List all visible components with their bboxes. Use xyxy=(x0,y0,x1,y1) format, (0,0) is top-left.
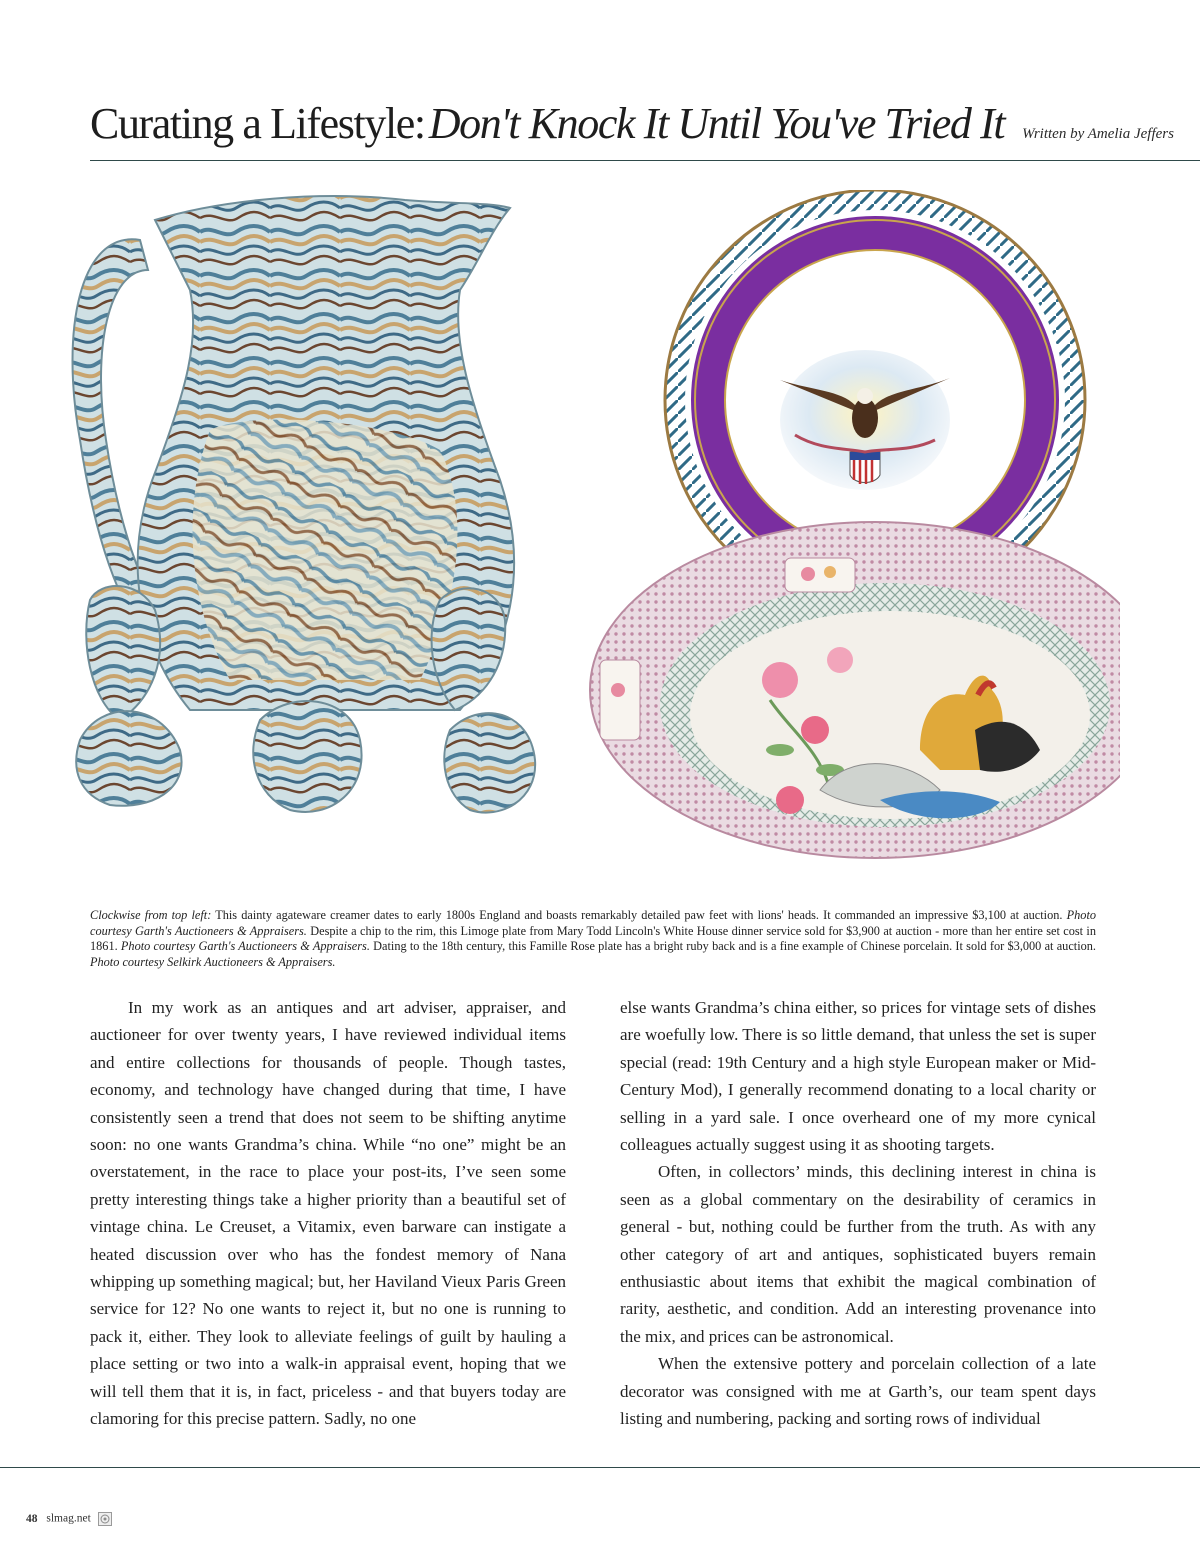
caption-credit-creamer: Photo courtesy Garth's Auctioneers & Appraisers. xyxy=(90,908,1097,938)
magazine-logo-icon xyxy=(98,1512,112,1526)
footer-rule xyxy=(0,1467,1200,1468)
article-subtitle: Don't Knock It Until You've Tried It xyxy=(428,99,1005,148)
body-paragraph: In my work as an antiques and art adviser, appraiser, and auctioneer for over twenty years, I have reviewed individual items and entire collections for thousands of people. Though tastes, economy, and technology have changed during that time, I have consistently seen a trend that does not seem to be shifting anytime soon: no one wants Grandma’s china. While “no one” might be an overstatement, in the race to place your post-its, I’ve seen some pretty interesting things take a higher priority than a beautiful set of vintage china. Le Creuset, a Vitamix, even barware can instigate a heated discussion over who has the fondest memory of Nana whipping up something magical; but, her Haviland Vieux Paris Green service for 12? No one wants to reject it, but no one is running to pack it, either. They look to alleviate feelings of guilt by hauling a place setting or two into a walk-in appraisal event, hoping that we will tell them that it is, in fact, priceless - and that buyers today are clamoring for this precise pattern. Sadly, no one xyxy=(90,998,566,1429)
plates-image xyxy=(580,190,1120,880)
body-column-right xyxy=(620,994,1096,1433)
caption-text-limoge: Despite a chip to the rim, this Limoge plate from Mary Todd Lincoln's White House dinner service sold for $3,900 at auction - more than her entire set cost in 1861. xyxy=(90,923,1096,953)
photo-caption xyxy=(90,908,1096,970)
caption-text-creamer: This dainty agateware creamer dates to early 1800s England and boasts remarkably detailed paw feet with lions' heads. It commanded an impressive $3,100 at auction. xyxy=(211,908,1067,922)
site-url: slmag.net xyxy=(46,1512,91,1525)
header-rule xyxy=(90,160,1200,161)
byline: Written by Amelia Jeffers xyxy=(1022,126,1174,142)
page-footer xyxy=(26,1512,112,1526)
agateware-creamer-image xyxy=(60,180,560,860)
body-paragraph: Often, in collectors’ minds, this declining interest in china is seen as a global commentary on the desirability of ceramics in general - but, nothing could be further from the truth. As with any other category of art and antiques, sophisticated buyers remain enthusiastic about items that exhibit the magical combination of rarity, aesthetic, and condition. Add an interesting provenance into the mix, and prices can be astronomical. xyxy=(620,1162,1096,1346)
body-paragraph: When the extensive pottery and porcelain collection of a late decorator was consigned with me at Garth’s, our team spent days listing and numbering, packing and sorting rows of individual xyxy=(620,1354,1096,1429)
caption-text-famille-rose: Dating to the 18th century, this Famille Rose plate has a bright ruby back and is a fine example of Chinese porcelain. It sold for $3,000 at auction. xyxy=(369,939,1096,953)
article-header xyxy=(90,98,1174,158)
page-number: 48 xyxy=(26,1512,38,1525)
caption-credit-limoge: Photo courtesy Garth's Auctioneers & Appraisers. xyxy=(120,939,370,953)
body-paragraph: else wants Grandma’s china either, so prices for vintage sets of dishes are woefully low. There is so little demand, that unless the set is super special (read: 19th Century and a high style European maker or Mid-Century Mod), I generally recommend donating to a local charity or selling in a yard sale. I once overheard one of my more cynical colleagues actually suggest using it as shooting targets. xyxy=(620,998,1096,1155)
caption-credit-famille-rose: Photo courtesy Selkirk Auctioneers & Appraisers. xyxy=(90,954,336,969)
caption-lead: Clockwise from top left: xyxy=(90,908,212,922)
body-column-left xyxy=(90,994,566,1433)
article-title: Curating a Lifestyle: xyxy=(90,99,425,148)
